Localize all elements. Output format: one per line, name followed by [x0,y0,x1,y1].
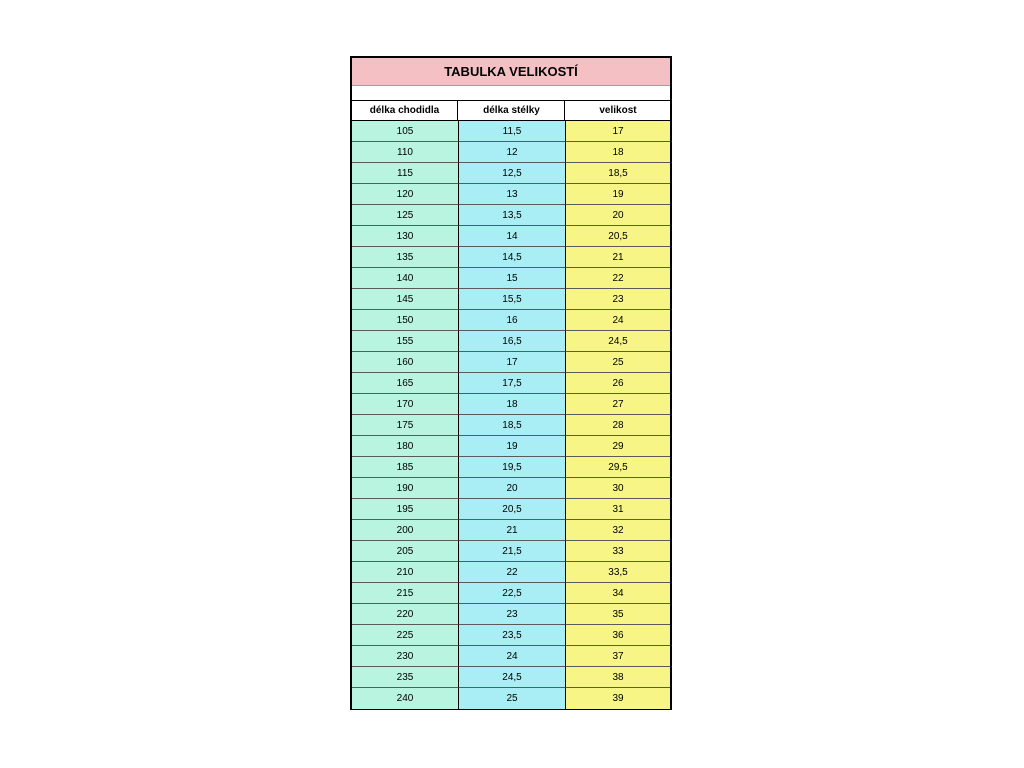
size-cell: 24 [566,310,670,331]
size-cell: 24,5 [566,331,670,352]
table-row [352,268,670,289]
size-cell: 18,5 [566,163,670,184]
table-row [352,625,670,646]
table-title: TABULKA VELIKOSTÍ [352,58,670,86]
foot-length-cell: 230 [352,646,459,667]
size-cell: 29 [566,436,670,457]
foot-length-cell: 115 [352,163,459,184]
size-cell: 31 [566,499,670,520]
foot-length-cell: 170 [352,394,459,415]
foot-length-cell: 150 [352,310,459,331]
table-row [352,142,670,163]
table-row [352,226,670,247]
table-row [352,163,670,184]
insole-length-cell: 19,5 [459,457,566,478]
foot-length-cell: 215 [352,583,459,604]
table-row [352,520,670,541]
table-row [352,478,670,499]
size-cell: 19 [566,184,670,205]
size-cell: 28 [566,415,670,436]
insole-length-cell: 18 [459,394,566,415]
table-row [352,583,670,604]
insole-length-cell: 25 [459,688,566,709]
insole-length-cell: 21 [459,520,566,541]
insole-length-cell: 17,5 [459,373,566,394]
size-cell: 36 [566,625,670,646]
foot-length-cell: 225 [352,625,459,646]
table-row [352,247,670,268]
size-cell: 38 [566,667,670,688]
size-cell: 30 [566,478,670,499]
header-size: velikost [599,105,637,116]
insole-length-cell: 24,5 [459,667,566,688]
size-cell: 20 [566,205,670,226]
insole-length-cell: 23 [459,604,566,625]
insole-length-cell: 15,5 [459,289,566,310]
foot-length-cell: 145 [352,289,459,310]
size-cell: 26 [566,373,670,394]
foot-length-cell: 195 [352,499,459,520]
foot-length-cell: 205 [352,541,459,562]
insole-length-cell: 22 [459,562,566,583]
size-cell: 18 [566,142,670,163]
table-row [352,499,670,520]
spacer-row [352,86,670,101]
size-cell: 35 [566,604,670,625]
header-insole-length: délka stélky [459,101,565,120]
foot-length-cell: 240 [352,688,459,709]
foot-length-cell: 110 [352,142,459,163]
foot-length-cell: 160 [352,352,459,373]
foot-length-cell: 175 [352,415,459,436]
insole-length-cell: 11,5 [459,121,566,142]
insole-length-cell: 15 [459,268,566,289]
foot-length-cell: 125 [352,205,459,226]
insole-length-cell: 13,5 [459,205,566,226]
insole-length-cell: 20,5 [459,499,566,520]
size-cell: 25 [566,352,670,373]
table-row [352,394,670,415]
table-row [352,121,670,142]
foot-length-cell: 235 [352,667,459,688]
table-row [352,310,670,331]
table-row [352,331,670,352]
insole-length-cell: 14,5 [459,247,566,268]
table-row [352,415,670,436]
foot-length-cell: 155 [352,331,459,352]
insole-length-cell: 24 [459,646,566,667]
table-row [352,667,670,688]
size-cell: 39 [566,688,670,709]
size-cell: 20,5 [566,226,670,247]
size-cell: 32 [566,520,670,541]
foot-length-cell: 210 [352,562,459,583]
table-row [352,646,670,667]
header-foot-length: délka chodidla [352,101,458,120]
table-row [352,562,670,583]
insole-length-cell: 22,5 [459,583,566,604]
table-row [352,541,670,562]
insole-length-cell: 23,5 [459,625,566,646]
foot-length-cell: 105 [352,121,459,142]
table-row [352,184,670,205]
insole-length-cell: 19 [459,436,566,457]
size-cell: 29,5 [566,457,670,478]
insole-length-cell: 14 [459,226,566,247]
foot-length-cell: 140 [352,268,459,289]
foot-length-cell: 135 [352,247,459,268]
foot-length-cell: 120 [352,184,459,205]
foot-length-cell: 220 [352,604,459,625]
size-cell: 21 [566,247,670,268]
size-table [350,56,672,710]
foot-length-cell: 190 [352,478,459,499]
size-cell: 33,5 [566,562,670,583]
table-row [352,352,670,373]
table-row [352,688,670,709]
size-cell: 33 [566,541,670,562]
table-row [352,604,670,625]
foot-length-cell: 200 [352,520,459,541]
table-row [352,436,670,457]
insole-length-cell: 20 [459,478,566,499]
table-row [352,289,670,310]
foot-length-cell: 130 [352,226,459,247]
size-cell: 22 [566,268,670,289]
foot-length-cell: 185 [352,457,459,478]
header-row [352,101,670,121]
table-row [352,373,670,394]
table-row [352,205,670,226]
insole-length-cell: 12,5 [459,163,566,184]
insole-length-cell: 16 [459,310,566,331]
insole-length-cell: 17 [459,352,566,373]
size-cell: 23 [566,289,670,310]
table-row [352,457,670,478]
insole-length-cell: 12 [459,142,566,163]
size-cell: 27 [566,394,670,415]
size-cell: 37 [566,646,670,667]
insole-length-cell: 18,5 [459,415,566,436]
size-cell: 17 [566,121,670,142]
size-cell: 34 [566,583,670,604]
insole-length-cell: 13 [459,184,566,205]
foot-length-cell: 180 [352,436,459,457]
insole-length-cell: 16,5 [459,331,566,352]
insole-length-cell: 21,5 [459,541,566,562]
foot-length-cell: 165 [352,373,459,394]
